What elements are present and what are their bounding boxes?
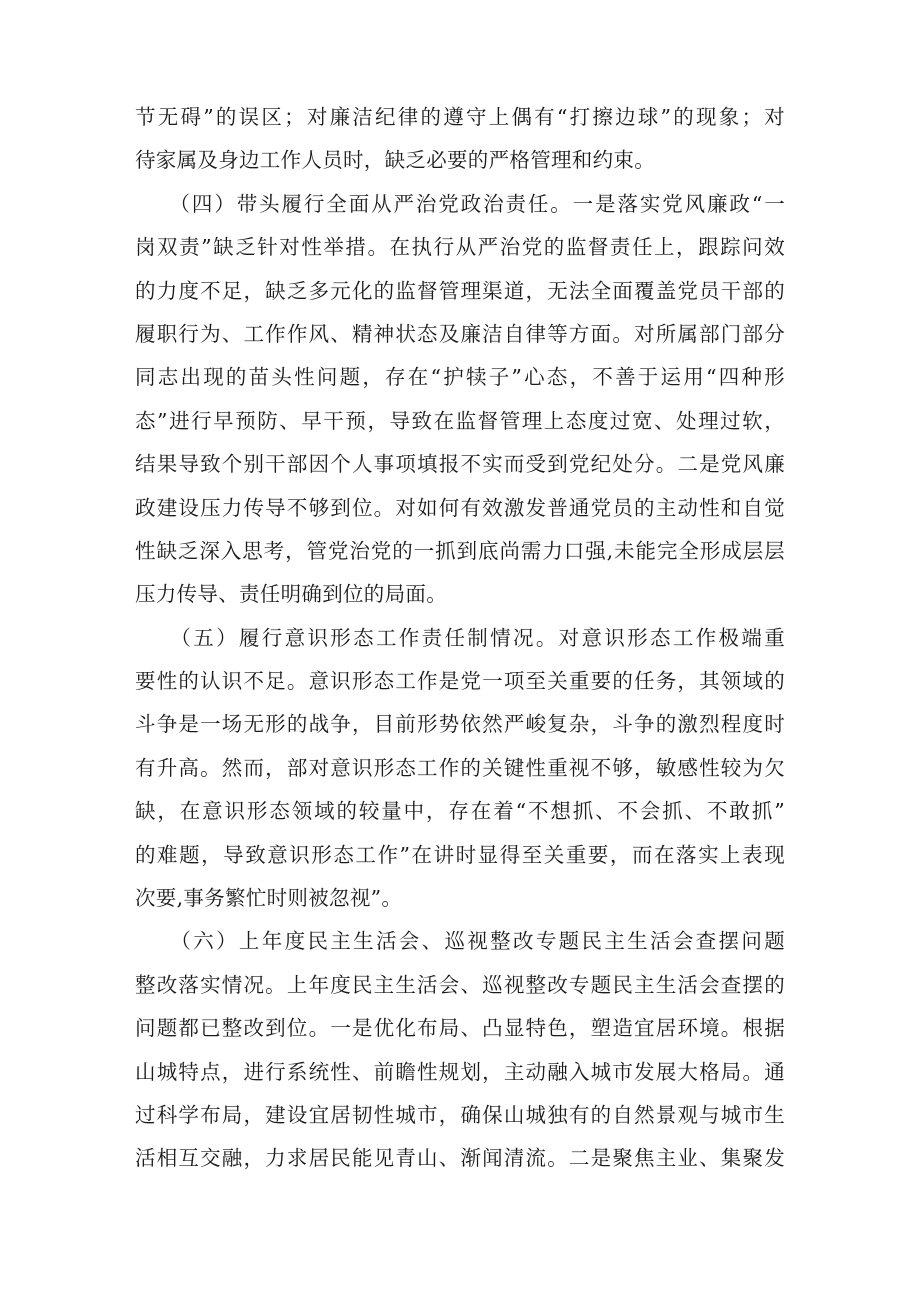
text-line: 次要,事务繁忙时则被忽视”。 — [135, 886, 403, 911]
text-line: 同志出现的苗头性问题，存在“护犊子”心态，不善于运用“四种形 — [135, 365, 785, 390]
text-line: 活相互交融，力求居民能见青山、渐闻清流。二是聚焦主业、集聚发 — [135, 1146, 785, 1171]
paragraph-section-6 — [135, 920, 785, 1180]
text-line: 过科学布局，建设宜居韧性城市，确保山城独有的自然景观与城市生 — [135, 1102, 785, 1127]
text-line: 有升高。然而，部对意识形态工作的关键性重视不够，敏感性较为欠 — [135, 755, 785, 780]
text-line: （六）上年度民主生活会、巡视整改专题民主生活会查摆问题 — [135, 929, 785, 954]
text-line: 要性的认识不足。意识形态工作是党一项至关重要的任务，其领域的 — [135, 669, 785, 694]
text-line: 性缺乏深入思考，管党治党的一抓到底尚需力口强,未能完全形成层层 — [135, 538, 785, 563]
text-line: 结果导致个别干部因个人事项填报不实而受到党纪处分。二是党风廉 — [135, 452, 785, 477]
text-line: 缺，在意识形态领域的较量中，存在着“不想抓、不会抓、不敢抓” — [135, 799, 785, 824]
text-line: 履职行为、工作作风、精神状态及廉洁自律等方面。对所属部门部分 — [135, 321, 785, 346]
text-line: （四）带头履行全面从严治党政治责任。一是落实党风廉政“一 — [135, 191, 785, 216]
document-body — [135, 96, 785, 1181]
text-line: 山城特点，进行系统性、前瞻性规划，主动融入城市发展大格局。通 — [135, 1059, 785, 1084]
text-line: 压力传导、责任明确到位的局面。 — [135, 582, 447, 607]
text-line: 政建设压力传导不够到位。对如何有效激发普通党员的主动性和自觉 — [135, 495, 785, 520]
text-line: 态”进行早预防、早干预，导致在监督管理上态度过宽、处理过软， — [135, 408, 785, 433]
text-line: 的力度不足，缺乏多元化的监督管理渠道，无法全面覆盖党员干部的 — [135, 278, 785, 303]
paragraph-continued — [135, 96, 785, 183]
text-line: 节无碍”的误区；对廉洁纪律的遵守上偶有“打擦边球”的现象；对 — [135, 105, 785, 129]
text-line: 待家属及身边工作人员时，缺乏必要的严格管理和约束。 — [135, 148, 655, 173]
text-line: 岗双责”缺乏针对性举措。在执行从严治党的监督责任上，跟踪问效 — [135, 235, 785, 260]
paragraph-section-4 — [135, 183, 785, 617]
text-line: 问题都已整改到位。一是优化布局、凸显特色，塑造宜居环境。根据 — [135, 1016, 785, 1041]
text-line: 整改落实情况。上年度民主生活会、巡视整改专题民主生活会查摆的 — [135, 972, 785, 997]
text-line: 斗争是一场无形的战争，目前形势依然严峻复杂，斗争的激烈程度时 — [135, 712, 785, 737]
text-line: （五）履行意识形态工作责任制情况。对意识形态工作极端重 — [135, 625, 785, 650]
text-line: 的难题，导致意识形态工作”在讲时显得至关重要，而在落实上表现 — [135, 842, 785, 867]
paragraph-section-5 — [135, 617, 785, 921]
